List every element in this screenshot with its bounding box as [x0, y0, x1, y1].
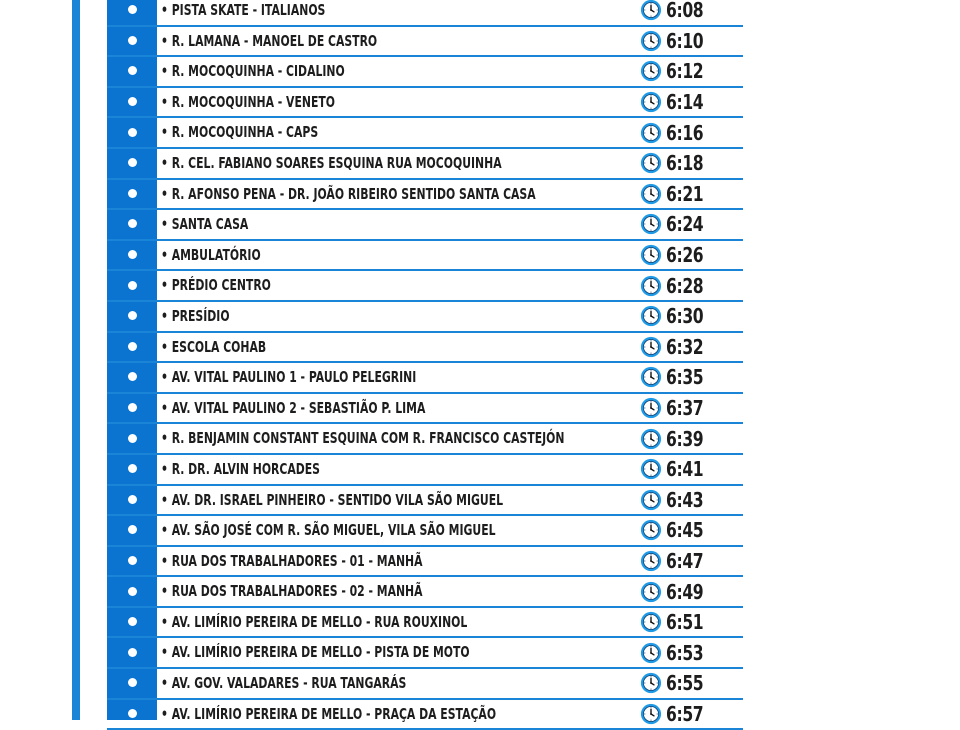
- schedule-row: [107, 516, 743, 547]
- bullet-dot: [128, 281, 137, 290]
- time-text: 6:47: [666, 548, 704, 573]
- time-text: 6:37: [666, 396, 704, 421]
- time-text: 6:30: [666, 304, 704, 329]
- stop-name: • AMBULATÓRIO: [161, 245, 261, 264]
- departure-time: [640, 455, 714, 484]
- schedule-row: [107, 0, 743, 27]
- bullet-dot: [128, 464, 137, 473]
- bullet-dot: [128, 525, 137, 534]
- schedule-row: [107, 669, 743, 700]
- bullet-dot: [128, 219, 137, 228]
- schedule-row: [107, 180, 743, 211]
- stop-name: • ESCOLA COHAB: [161, 337, 267, 356]
- departure-time: [640, 57, 714, 86]
- clock-icon: [640, 397, 662, 419]
- bullet-dot: [128, 189, 137, 198]
- bullet-dot: [128, 158, 137, 167]
- stop-name: • R. MOCOQUINHA - CIDALINO: [161, 62, 345, 81]
- stop-name: • AV. VITAL PAULINO 2 - SEBASTIÃO P. LIMA: [161, 398, 426, 417]
- schedule-row: [107, 88, 743, 119]
- stop-name: • AV. LIMÍRIO PEREIRA DE MELLO - PRAÇA DA ESTAÇÃO: [161, 704, 497, 723]
- departure-time: [640, 0, 714, 25]
- schedule-row: [107, 210, 743, 241]
- schedule-row: [107, 27, 743, 58]
- stop-name: • SANTA CASA: [161, 215, 249, 234]
- departure-time: [640, 88, 714, 117]
- time-text: 6:24: [666, 212, 704, 237]
- time-text: 6:10: [666, 28, 704, 53]
- clock-icon: [640, 183, 662, 205]
- schedule-row: [107, 241, 743, 272]
- time-text: 6:53: [666, 640, 704, 665]
- stop-name: • PRESÍDIO: [161, 306, 230, 325]
- bullet-dot: [128, 36, 137, 45]
- departure-time: [640, 363, 714, 392]
- stop-name: • RUA DOS TRABALHADORES - 01 - MANHÃ: [161, 551, 423, 570]
- bullet-dot: [128, 495, 137, 504]
- departure-time: [640, 547, 714, 576]
- time-text: 6:51: [666, 610, 704, 635]
- stop-name: • AV. LIMÍRIO PEREIRA DE MELLO - PISTA DE MOTO: [161, 643, 470, 662]
- clock-icon: [640, 489, 662, 511]
- bullet-dot: [128, 403, 137, 412]
- clock-icon: [640, 458, 662, 480]
- departure-time: [640, 210, 714, 239]
- clock-icon: [640, 244, 662, 266]
- schedule-row: [107, 394, 743, 425]
- schedule-row: [107, 333, 743, 364]
- time-text: 6:28: [666, 273, 704, 298]
- clock-icon: [640, 122, 662, 144]
- clock-icon: [640, 581, 662, 603]
- schedule-row: [107, 363, 743, 394]
- bullet-dot: [128, 311, 137, 320]
- schedule-row: [107, 424, 743, 455]
- time-text: 6:41: [666, 457, 704, 482]
- schedule-row: [107, 302, 743, 333]
- departure-time: [640, 241, 714, 270]
- departure-time: [640, 486, 714, 515]
- clock-icon: [640, 428, 662, 450]
- time-text: 6:39: [666, 426, 704, 451]
- time-text: 6:12: [666, 59, 704, 84]
- departure-time: [640, 638, 714, 667]
- bullet-dot: [128, 97, 137, 106]
- clock-icon: [640, 60, 662, 82]
- departure-time: [640, 669, 714, 698]
- bullet-dot: [128, 617, 137, 626]
- stop-name: • AV. VITAL PAULINO 1 - PAULO PELEGRINI: [161, 368, 417, 387]
- departure-time: [640, 516, 714, 545]
- stop-name: • PISTA SKATE - ITALIANOS: [161, 1, 326, 19]
- stop-name: • R. MOCOQUINHA - VENETO: [161, 92, 335, 111]
- clock-icon: [640, 30, 662, 52]
- departure-time: [640, 27, 714, 56]
- schedule-row: [107, 486, 743, 517]
- clock-icon: [640, 152, 662, 174]
- stop-name: • RUA DOS TRABALHADORES - 02 - MANHÃ: [161, 582, 423, 601]
- clock-icon: [640, 275, 662, 297]
- stop-name: • AV. LIMÍRIO PEREIRA DE MELLO - RUA ROUXINOL: [161, 612, 468, 631]
- time-text: 6:14: [666, 90, 704, 115]
- departure-time: [640, 180, 714, 209]
- stop-name: • AV. DR. ISRAEL PINHEIRO - SENTIDO VILA SÃO MIGUEL: [161, 490, 504, 509]
- clock-icon: [640, 366, 662, 388]
- stop-name: • R. AFONSO PENA - DR. JOÃO RIBEIRO SENTIDO SANTA CASA: [161, 184, 536, 203]
- left-border-stripe: [72, 0, 80, 720]
- clock-icon: [640, 703, 662, 725]
- stop-name: • R. BENJAMIN CONSTANT ESQUINA COM R. FRANCISCO CASTEJÓN: [161, 429, 565, 448]
- clock-icon: [640, 213, 662, 235]
- schedule-row: [107, 57, 743, 88]
- bullet-dot: [128, 250, 137, 259]
- departure-time: [640, 149, 714, 178]
- bullet-dot: [128, 678, 137, 687]
- schedule-row: [107, 638, 743, 669]
- clock-icon: [640, 672, 662, 694]
- departure-time: [640, 333, 714, 362]
- departure-time: [640, 118, 714, 147]
- schedule-row: [107, 608, 743, 639]
- time-text: 6:49: [666, 579, 704, 604]
- time-text: 6:57: [666, 701, 704, 726]
- bullet-dot: [128, 5, 137, 14]
- bullet-dot: [128, 587, 137, 596]
- schedule-row: [107, 149, 743, 180]
- schedule-row: [107, 547, 743, 578]
- schedule-row: [107, 118, 743, 149]
- schedule-row: [107, 700, 743, 730]
- time-text: 6:32: [666, 334, 704, 359]
- stop-name: • AV. SÃO JOSÉ COM R. SÃO MIGUEL, VILA SÃO MIGUEL: [161, 521, 496, 540]
- departure-time: [640, 577, 714, 606]
- time-text: 6:55: [666, 671, 704, 696]
- departure-time: [640, 424, 714, 453]
- time-text: 6:26: [666, 243, 704, 268]
- departure-time: [640, 302, 714, 331]
- bullet-dot: [128, 648, 137, 657]
- stop-name: • AV. GOV. VALADARES - RUA TANGARÁS: [161, 674, 407, 693]
- schedule-row: [107, 455, 743, 486]
- departure-time: [640, 394, 714, 423]
- departure-time: [640, 608, 714, 637]
- bullet-dot: [128, 372, 137, 381]
- clock-icon: [640, 642, 662, 664]
- stop-name: • R. LAMANA - MANOEL DE CASTRO: [161, 31, 378, 50]
- bullet-dot: [128, 342, 137, 351]
- bullet-dot: [128, 66, 137, 75]
- stop-name: • R. MOCOQUINHA - CAPS: [161, 123, 319, 142]
- time-text: 6:16: [666, 120, 704, 145]
- time-text: 6:21: [666, 181, 704, 206]
- clock-icon: [640, 336, 662, 358]
- time-text: 6:43: [666, 487, 704, 512]
- schedule-row: [107, 577, 743, 608]
- stop-name: • R. CEL. FABIANO SOARES ESQUINA RUA MOCOQUINHA: [161, 153, 502, 172]
- clock-icon: [640, 611, 662, 633]
- clock-icon: [640, 91, 662, 113]
- time-text: 6:18: [666, 151, 704, 176]
- stop-name: • PRÉDIO CENTRO: [161, 276, 271, 295]
- schedule-row: [107, 271, 743, 302]
- clock-icon: [640, 550, 662, 572]
- clock-icon: [640, 0, 662, 21]
- time-text: 6:35: [666, 365, 704, 390]
- bullet-dot: [128, 709, 137, 718]
- clock-icon: [640, 305, 662, 327]
- stop-name: • R. DR. ALVIN HORCADES: [161, 459, 320, 478]
- bullet-dot: [128, 556, 137, 565]
- clock-icon: [640, 519, 662, 541]
- bullet-dot: [128, 434, 137, 443]
- time-text: 6:08: [666, 0, 704, 23]
- departure-time: [640, 271, 714, 300]
- bullet-dot: [128, 128, 137, 137]
- bus-stop-schedule-list: [107, 0, 743, 730]
- departure-time: [640, 700, 714, 729]
- time-text: 6:45: [666, 518, 704, 543]
